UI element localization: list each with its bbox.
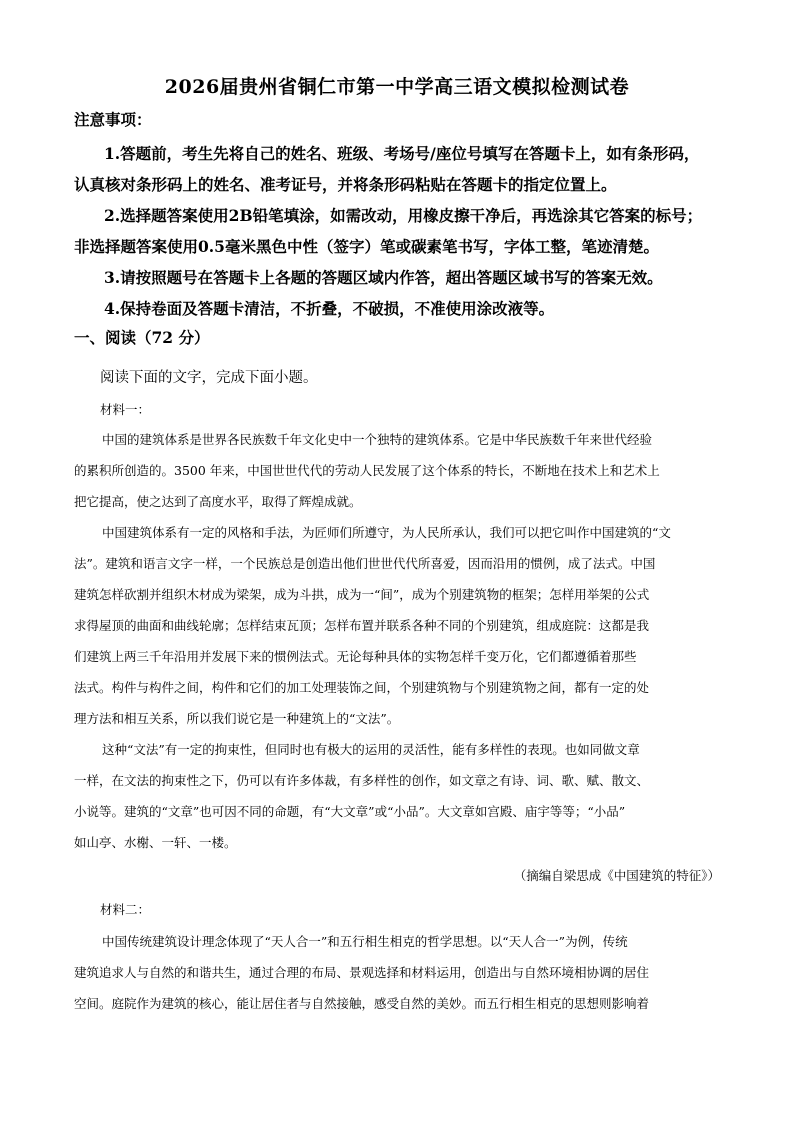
paragraph-line: 们建筑上两三千年沿用并发展下来的惯例法式。无论每种具体的实物怎样千变万化，它们都遵循着那些 <box>74 649 637 664</box>
material-1-source: （摘编自梁思成《中国建筑的特征》） <box>513 868 720 883</box>
paragraph-line: 求得屋顶的曲面和曲线轮廓；怎样结束瓦顶；怎样布置并联系各种不同的个别建筑，组成庭院：这都是我 <box>74 618 650 633</box>
material-2-label: 材料二： <box>100 902 151 917</box>
page-title: 2026届贵州省铜仁市第一中学高三语文模拟检测试卷 <box>164 76 630 98</box>
material-1-label: 材料一： <box>100 402 151 417</box>
paragraph-line: 建筑怎样砍割并组织木材成为梁架，成为斗拱，成为一“间”，成为个别建筑物的框架；怎样用举架的公式 <box>74 587 650 602</box>
notice-heading: 注意事项： <box>74 110 152 129</box>
reading-prompt: 阅读下面的文字，完成下面小题。 <box>100 370 318 386</box>
paragraph-line: 一样，在文法的拘束性之下，仍可以有许多体裁，有多样性的创作，如文章之有诗、词、歌、赋、散文、 <box>74 773 650 788</box>
material-1-paragraph-3 <box>74 734 722 858</box>
paragraph-line: 把它提高，使之达到了高度水平，取得了辉煌成就。 <box>74 494 362 509</box>
material-2-paragraph-1 <box>74 926 722 1019</box>
section-heading: 一、阅读（72 分） <box>74 328 210 347</box>
paragraph-line: 中国的建筑体系是世界各民族数千年文化史中一个独特的建筑体系。它是中华民族数千年来世代经验 <box>102 432 653 447</box>
paragraph-line: 如山亭、水榭、一轩、一楼。 <box>74 835 237 850</box>
notice-line-3: 2.选择题答案使用2B铅笔填涂，如需改动，用橡皮擦干净后，再选涂其它答案的标号； <box>104 206 703 225</box>
paragraph-line: 中国传统建筑设计理念体现了“天人合一”和五行相生相克的哲学思想。以“天人合一”为例，传统 <box>102 934 628 949</box>
paragraph-line: 理方法和相互关系，所以我们说它是一种建筑上的“文法”。 <box>74 711 400 726</box>
notice-line-2: 认真核对条形码上的姓名、准考证号，并将条形码粘贴在答题卡的指定位置上。 <box>74 175 617 194</box>
notice-line-6: 4.保持卷面及答题卡清洁，不折叠，不破损，不准使用涂改液等。 <box>104 299 555 318</box>
notice-line-5: 3.请按照题号在答题卡上各题的答题区域内作答，超出答题区域书写的答案无效。 <box>104 268 663 287</box>
paragraph-line: 的累积所创造的。3500 年来，中国世世代代的劳动人民发展了这个体系的特长，不断地在技术上和艺术上 <box>74 463 660 478</box>
material-1-paragraph-1 <box>74 424 722 517</box>
paragraph-line: 法”。建筑和语言文字一样，一个民族总是创造出他们世世代代所喜爱，因而沿用的惯例，成了法式。中国 <box>74 556 656 571</box>
paragraph-line: 建筑追求人与自然的和谐共生，通过合理的布局、景观选择和材料运用，创造出与自然环境相协调的居住 <box>74 965 650 980</box>
paragraph-line: 空间。庭院作为建筑的核心，能让居住者与自然接触，感受自然的美妙。而五行相生相克的思想则影响着 <box>74 996 650 1011</box>
notice-line-1: 1.答题前，考生先将自己的姓名、班级、考场号/座位号填写在答题卡上，如有条形码， <box>104 144 700 163</box>
material-1-paragraph-2 <box>74 517 722 734</box>
notice-instructions <box>74 138 722 324</box>
paragraph-line: 法式。构件与构件之间，构件和它们的加工处理装饰之间，个别建筑物与个别建筑物之间，都有一定的处 <box>74 680 650 695</box>
notice-line-4: 非选择题答案使用0.5毫米黑色中性（签字）笔或碳素笔书写，字体工整，笔迹清楚。 <box>74 237 659 256</box>
paragraph-line: 小说等。建筑的“文章”也可因不同的命题，有“大文章”或“小品”。大文章如宫殿、庙宇等等；“小品” <box>74 804 626 819</box>
paragraph-line: 这种“文法”有一定的拘束性，但同时也有极大的运用的灵活性，能有多样性的表现。也如同做文章 <box>102 742 640 757</box>
paragraph-line: 中国建筑体系有一定的风格和手法，为匠师们所遵守，为人民所承认，我们可以把它叫作中国建筑的“文 <box>102 525 671 540</box>
